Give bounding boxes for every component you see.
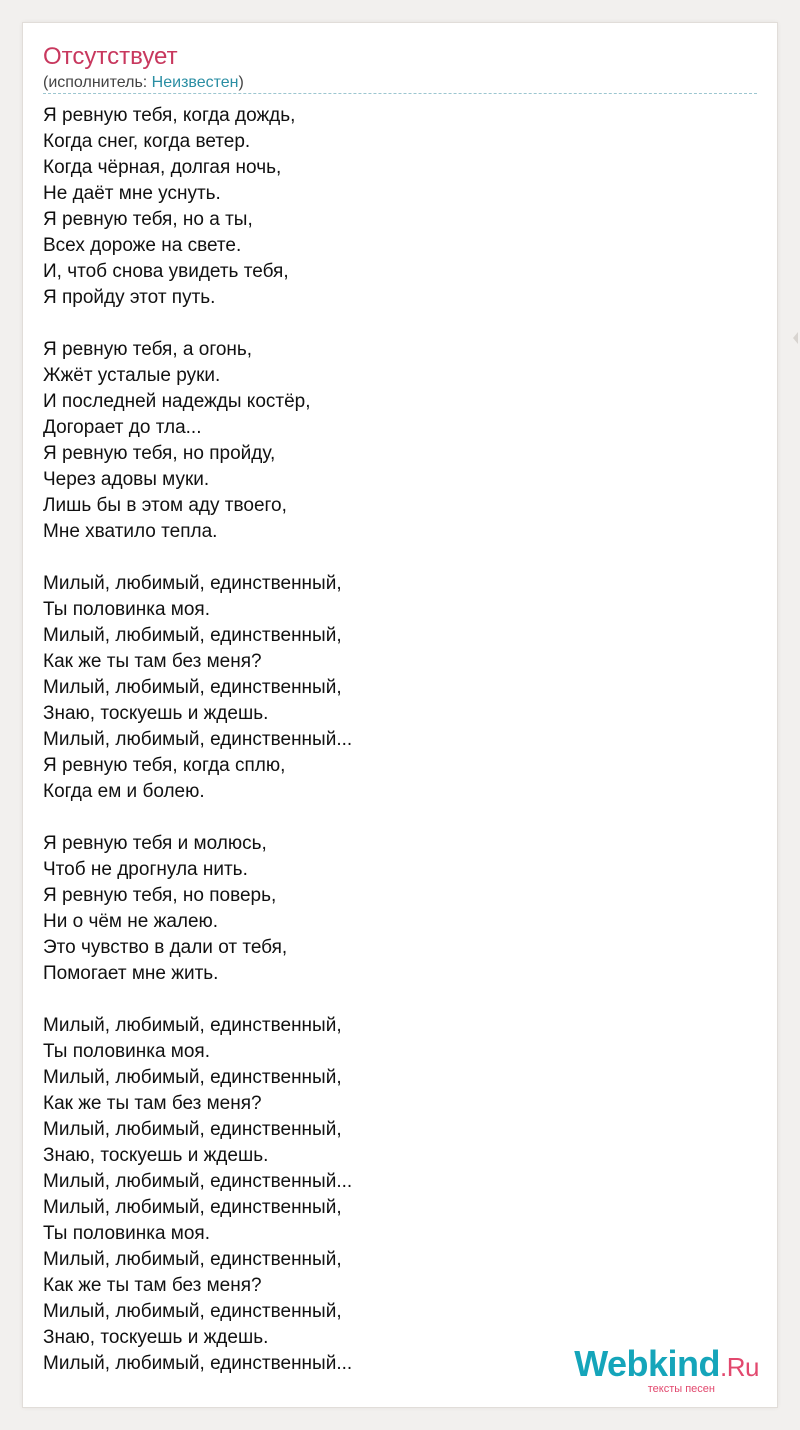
lyric-line: Милый, любимый, единственный... xyxy=(43,1171,353,1192)
lyric-line: Я ревную тебя, когда дождь, xyxy=(43,105,296,126)
stanza xyxy=(43,103,743,311)
artist-suffix: ) xyxy=(238,74,244,91)
lyric-line: Через адовы муки. xyxy=(43,469,210,490)
stanza xyxy=(43,337,743,545)
lyric-line: Я ревную тебя и молюсь, xyxy=(43,833,267,854)
lyric-line: Знаю, тоскуешь и ждешь. xyxy=(43,703,269,724)
lyric-line: Жжёт усталые руки. xyxy=(43,365,221,386)
lyric-line: Милый, любимый, единственный... xyxy=(43,1353,353,1374)
lyric-line: Милый, любимый, единственный, xyxy=(43,1249,342,1270)
lyric-line: Я ревную тебя, но а ты, xyxy=(43,209,253,230)
title-divider xyxy=(43,93,757,94)
logo-name: Webkind xyxy=(574,1343,721,1384)
lyric-line: Ни о чём не жалею. xyxy=(43,911,219,932)
stanza xyxy=(43,831,743,987)
logo-tagline: тексты песен xyxy=(647,1383,715,1395)
lyric-line: Всех дороже на свете. xyxy=(43,235,242,256)
lyric-line: Милый, любимый, единственный, xyxy=(43,1067,342,1088)
lyric-line: Когда снег, когда ветер. xyxy=(43,131,251,152)
lyric-line: Я ревную тебя, а огонь, xyxy=(43,339,253,360)
artist-prefix: (исполнитель: xyxy=(43,74,152,91)
lyric-line: Знаю, тоскуешь и ждешь. xyxy=(43,1327,269,1348)
lyric-line: Милый, любимый, единственный, xyxy=(43,677,342,698)
lyric-line: И последней надежды костёр, xyxy=(43,391,311,412)
lyric-line: Я ревную тебя, но пройду, xyxy=(43,443,276,464)
webkind-logo[interactable] xyxy=(559,1345,759,1393)
artist-link[interactable]: Неизвестен xyxy=(151,74,239,91)
lyric-line: Милый, любимый, единственный, xyxy=(43,625,342,646)
lyric-line: Как же ты там без меня? xyxy=(43,1275,262,1296)
lyric-line: Ты половинка моя. xyxy=(43,1223,210,1244)
lyric-line: Догорает до тла... xyxy=(43,417,202,438)
lyric-line: Милый, любимый, единственный, xyxy=(43,1119,342,1140)
lyric-line: Чтоб не дрогнула нить. xyxy=(43,859,248,880)
lyric-line: Милый, любимый, единственный, xyxy=(43,1301,342,1322)
song-title: Отсутствует xyxy=(43,43,178,70)
lyric-line: Не даёт мне уснуть. xyxy=(43,183,221,204)
logo-tld: .Ru xyxy=(720,1352,759,1382)
lyric-line: Я ревную тебя, но поверь, xyxy=(43,885,277,906)
lyric-line: Ты половинка моя. xyxy=(43,599,210,620)
lyric-line: Мне хватило тепла. xyxy=(43,521,218,542)
stanza xyxy=(43,1013,743,1377)
logo-wordmark xyxy=(559,1345,759,1386)
lyric-line: Когда ем и болею. xyxy=(43,781,205,802)
stanza xyxy=(43,571,743,805)
lyric-line: Как же ты там без меня? xyxy=(43,651,262,672)
lyric-line: Знаю, тоскуешь и ждешь. xyxy=(43,1145,269,1166)
lyrics-text xyxy=(43,103,743,1403)
lyric-line: Милый, любимый, единственный, xyxy=(43,1197,342,1218)
lyric-line: Как же ты там без меня? xyxy=(43,1093,262,1114)
lyric-line: Милый, любимый, единственный, xyxy=(43,1015,342,1036)
lyric-line: Милый, любимый, единственный, xyxy=(43,573,342,594)
lyric-line: Лишь бы в этом аду твоего, xyxy=(43,495,287,516)
artist-line xyxy=(43,73,244,93)
lyric-line: Это чувство в дали от тебя, xyxy=(43,937,288,958)
lyric-line: Помогает мне жить. xyxy=(43,963,219,984)
side-arrow-icon xyxy=(793,332,798,344)
lyric-line: Милый, любимый, единственный... xyxy=(43,729,353,750)
lyric-line: Я ревную тебя, когда сплю, xyxy=(43,755,286,776)
lyric-line: Я пройду этот путь. xyxy=(43,287,216,308)
lyric-line: Ты половинка моя. xyxy=(43,1041,210,1062)
lyrics-card xyxy=(22,22,778,1408)
lyric-line: И, чтоб снова увидеть тебя, xyxy=(43,261,289,282)
lyric-line: Когда чёрная, долгая ночь, xyxy=(43,157,282,178)
